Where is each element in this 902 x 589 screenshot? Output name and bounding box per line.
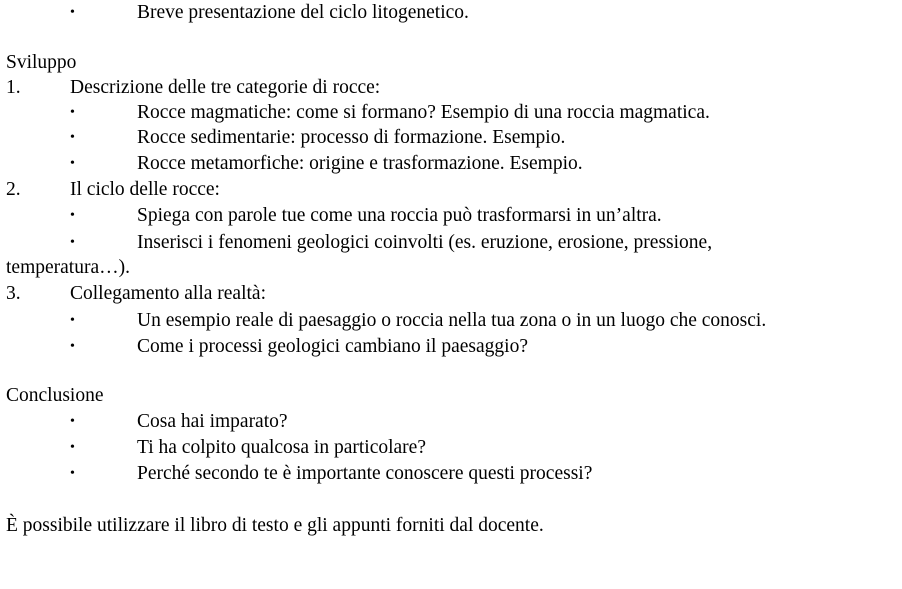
section-heading-sviluppo: Sviluppo bbox=[6, 52, 77, 73]
intro-bullet-text: Breve presentazione del ciclo litogenetico. bbox=[137, 2, 469, 23]
list-item-continuation: temperatura…). bbox=[6, 257, 130, 278]
list-item: Perché secondo te è importante conoscere questi processi? bbox=[137, 463, 593, 484]
list-item: Rocce magmatiche: come si formano? Esempio di una roccia magmatica. bbox=[137, 102, 710, 123]
bullet-marker: • bbox=[70, 130, 75, 145]
bullet-marker: • bbox=[70, 5, 75, 20]
list-item: Come i processi geologici cambiano il paesaggio? bbox=[137, 336, 528, 357]
list-item: Cosa hai imparato? bbox=[137, 411, 288, 432]
list-item: Inserisci i fenomeni geologici coinvolti (es. eruzione, erosione, pressione, bbox=[137, 232, 713, 253]
footer-note: È possibile utilizzare il libro di testo e gli appunti forniti dal docente. bbox=[6, 515, 544, 536]
bullet-marker: • bbox=[70, 105, 75, 120]
item-title: Il ciclo delle rocce: bbox=[70, 179, 220, 200]
bullet-marker: • bbox=[70, 414, 75, 429]
item-number: 1. bbox=[6, 77, 21, 98]
item-title: Descrizione delle tre categorie di rocce: bbox=[70, 77, 381, 98]
item-title: Collegamento alla realtà: bbox=[70, 283, 266, 304]
bullet-marker: • bbox=[70, 313, 75, 328]
bullet-marker: • bbox=[70, 235, 75, 250]
list-item: Rocce sedimentarie: processo di formazione. Esempio. bbox=[137, 127, 566, 148]
list-item: Ti ha colpito qualcosa in particolare? bbox=[137, 437, 426, 458]
section-heading-conclusione: Conclusione bbox=[6, 385, 104, 406]
bullet-marker: • bbox=[70, 466, 75, 481]
bullet-marker: • bbox=[70, 440, 75, 455]
list-item: Un esempio reale di paesaggio o roccia nella tua zona o in un luogo che conosci. bbox=[137, 310, 767, 331]
item-number: 2. bbox=[6, 179, 21, 200]
bullet-marker: • bbox=[70, 339, 75, 354]
item-number: 3. bbox=[6, 283, 21, 304]
bullet-marker: • bbox=[70, 208, 75, 223]
bullet-marker: • bbox=[70, 156, 75, 171]
list-item: Spiega con parole tue come una roccia può trasformarsi in un’altra. bbox=[137, 205, 662, 226]
list-item: Rocce metamorfiche: origine e trasformazione. Esempio. bbox=[137, 153, 583, 174]
